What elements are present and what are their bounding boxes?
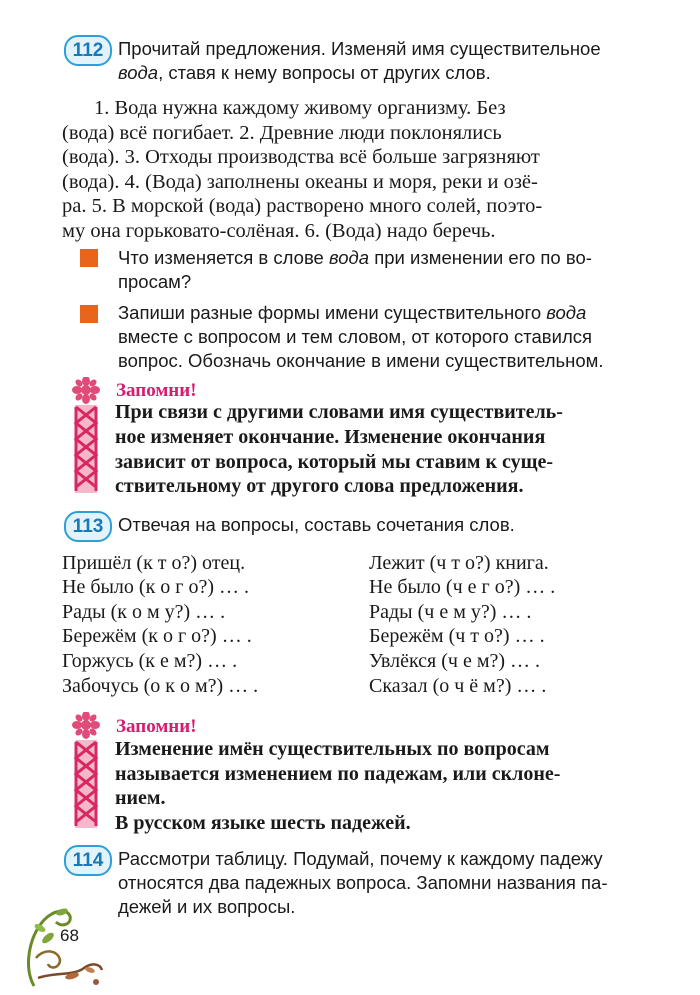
text-line: 1. Вода нужна каждому живому организму. Без: [94, 97, 506, 119]
rule-line: зависит от вопроса, который мы ставим к суще-: [115, 451, 554, 473]
word-pair: Бережём (ч т о?) … .: [369, 625, 545, 647]
page-number: 68: [60, 926, 79, 945]
task-instruction: дежей и их вопросы.: [118, 896, 296, 917]
text-line: (вода). 3. Отходы производства всё больше загрязняют: [62, 146, 540, 168]
word-pair: Не было (к о г о?) … .: [62, 576, 250, 598]
rule-line: Изменение имён существительных по вопросам: [115, 738, 550, 760]
task-marker-square: [80, 249, 98, 267]
word-pair: Забочусь (о к о м?) … .: [62, 675, 259, 697]
word-pair: Бережём (к о г о?) … .: [62, 625, 252, 647]
task-instruction: относятся два падежных вопроса. Запомни названия па-: [118, 872, 608, 893]
word-pair: Пришёл (к т о?) отец.: [62, 552, 246, 574]
rule-line: ствительному от другого слова предложения.: [115, 475, 524, 497]
text-line: (вода). 4. (Вода) заполнены океаны и моря, реки и озё-: [62, 171, 538, 193]
rule-line: В русском языке шесть падежей.: [115, 812, 411, 834]
rule-line: нием.: [115, 787, 166, 809]
word-pair: Сказал (о ч ё м?) … .: [369, 675, 547, 697]
word-pair: Лежит (ч т о?) книга.: [369, 552, 549, 574]
question-line: Запиши разные формы имени существительного вода: [118, 302, 587, 323]
rule-line: При связи с другими словами имя существитель-: [115, 401, 563, 423]
word-pair: Увлёкся (ч е м?) … .: [369, 650, 541, 672]
task-instruction: Прочитай предложения. Изменяй имя существительное: [118, 38, 601, 59]
remember-title: Запомни!: [116, 716, 197, 737]
word-pair: Рады (ч е м у?) … .: [369, 601, 532, 623]
question-line: вместе с вопросом и тем словом, от которого ставился: [118, 326, 593, 347]
word-pair: Не было (ч е г о?) … .: [369, 576, 556, 598]
question-line: Что изменяется в слове вода при изменении его по во-: [118, 247, 592, 268]
text-line: (вода) всё погибает. 2. Древние люди поклонялись: [62, 122, 502, 144]
exercise-number-badge: 112: [64, 35, 112, 66]
task-marker-square: [80, 305, 98, 323]
task-instruction: Рассмотри таблицу. Подумай, почему к каждому падежу: [118, 848, 603, 869]
word-pair: Горжусь (к е м?) … .: [62, 650, 238, 672]
ornament-icon: [66, 377, 106, 495]
ornament-icon: [66, 712, 106, 830]
exercise-number-badge: 114: [64, 845, 112, 876]
question-line: вопрос. Обозначь окончание в имени существительном.: [118, 350, 604, 371]
task-instruction: Отвечая на вопросы, составь сочетания слов.: [118, 514, 515, 535]
word-pair: Рады (к о м у?) … .: [62, 601, 226, 623]
exercise-number-badge: 113: [64, 511, 112, 542]
remember-title: Запомни!: [116, 380, 197, 401]
task-instruction: вода, ставя к нему вопросы от других слов.: [118, 62, 491, 83]
text-line: ра. 5. В морской (вода) растворено много солей, поэто-: [62, 195, 543, 217]
rule-line: называется изменением по падежам, или склоне-: [115, 763, 561, 785]
question-line: просам?: [118, 271, 192, 292]
text-line: му она горьковато-солёная. 6. (Вода) надо беречь.: [62, 220, 496, 242]
rule-line: ное изменяет окончание. Изменение окончания: [115, 426, 546, 448]
